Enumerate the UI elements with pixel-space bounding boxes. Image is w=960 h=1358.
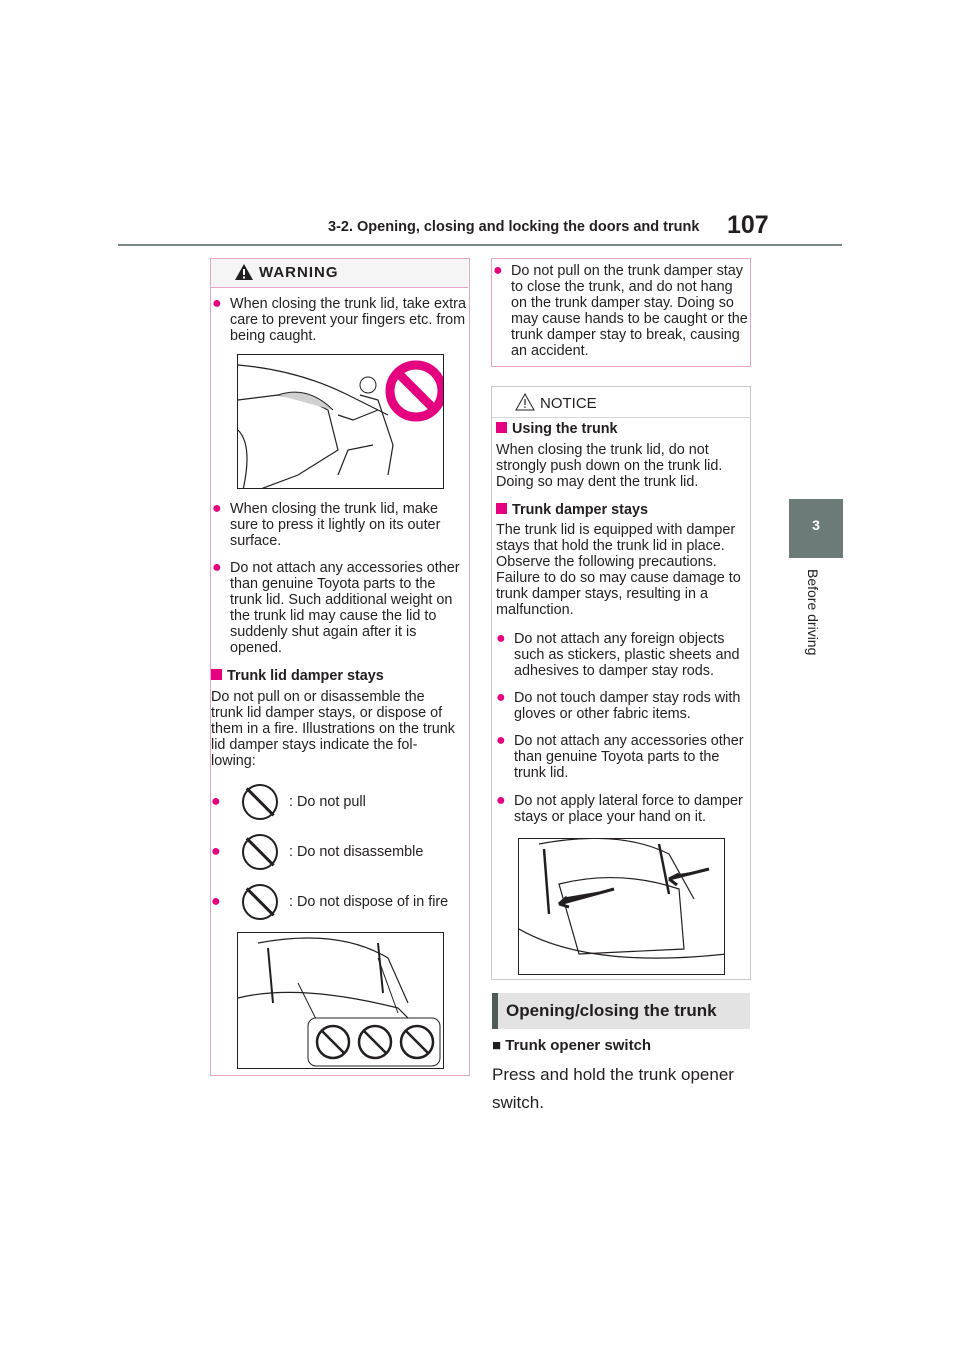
notice-bullet: ● Do not attach any accessories other than genuine Toyota parts to the trunk lid. [496,732,744,781]
icon-label: : Do not dispose of in fire [289,894,449,910]
notice-title-bar [492,387,750,418]
section-heading-accent [492,993,498,1029]
open-trunk-drawing [519,839,725,975]
notice-subhead: Trunk damper stays [496,502,648,518]
notice-paragraph: When closing the trunk lid, do not strongly push down on the trunk lid. Doing so may dent the trunk lid. [496,442,723,490]
no-fire-icon [242,884,278,920]
notice-subhead: Using the trunk [496,421,618,437]
chapter-tab: 3 [789,499,843,558]
warning-subhead: Trunk lid damper stays [211,668,384,684]
warning-item: ● When closing the trunk lid, make sure to press it lightly on its outer surface. [212,500,441,549]
bullet-dot: ● [211,843,221,860]
trunk-damper-drawing [238,933,444,1069]
trunk-opener-body: Press and hold the trunk opener switch. [492,1065,734,1112]
icon-row-do-not-dispose-fire [211,884,461,922]
warning-item: ● When closing the trunk lid, take extra care to prevent your fingers etc. from being caught. [212,295,466,344]
icon-row-do-not-pull [211,784,461,822]
car-person-drawing [238,355,444,489]
section-heading-bar [492,993,750,1029]
warning-triangle-icon [234,263,254,281]
trunk-lid-closing-illustration [237,354,444,489]
notice-title: NOTICE [540,395,597,412]
trunk-opener-subhead: ■ Trunk opener switch [492,1037,652,1054]
icon-label: : Do not pull [289,794,366,810]
chapter-label: Before driving [805,569,821,656]
page-number: 107 [727,211,769,239]
icon-label: : Do not disassemble [289,844,424,860]
warning-item: ● Do not attach any accessories other than genuine Toyota parts to the trunk lid. Such additional weight on the trunk lid may cause the lid to suddenly shut again after it is opened. [212,559,460,656]
warning-title: WARNING [259,264,339,281]
warning-paragraph: Do not pull on or disassemble the trunk lid damper stays, or dispose of them in a fire. Illustrations on the trunk lid damper stays indicate the fol-lowing: [211,689,455,769]
square-bullet: ■ [492,1037,502,1054]
bullet-dot: ● [211,893,221,910]
notice-bullet: ● Do not attach any foreign objects such as stickers, plastic sheets and adhesives to damper stay rods. [496,630,740,679]
notice-box [491,386,751,980]
warning-title-bar [211,259,468,288]
warning-item: ● Do not pull on the trunk damper stay to close the trunk, and do not hang on the trunk damper stay. Doing so may cause hands to be caught or the trunk damper stay to break, causing an accident. [493,262,748,359]
no-disassemble-icon [242,834,278,870]
section-title: 3-2. Opening, closing and locking the doors and trunk [328,219,700,235]
header-rule [118,244,842,246]
no-pull-icon [242,784,278,820]
notice-paragraph: The trunk lid is equipped with damper stays that hold the trunk lid in place. Observe the following precautions. Failure to do so may cause damage to trunk damper stays, resulting in a malfunction. [496,522,741,618]
warning-box [210,258,470,1076]
notice-bullet: ● Do not apply lateral force to damper stays or place your hand on it. [496,792,743,825]
warning-box-continued [491,258,751,367]
notice-bullet: ● Do not touch damper stay rods with gloves or other fabric items. [496,689,741,722]
bullet-dot: ● [211,793,221,810]
caution-triangle-icon [515,393,535,411]
damper-stay-labels-illustration [237,932,444,1069]
section-heading: Opening/closing the trunk [506,1001,717,1020]
icon-row-do-not-disassemble [211,834,461,872]
trunk-damper-stays-illustration [518,838,725,975]
